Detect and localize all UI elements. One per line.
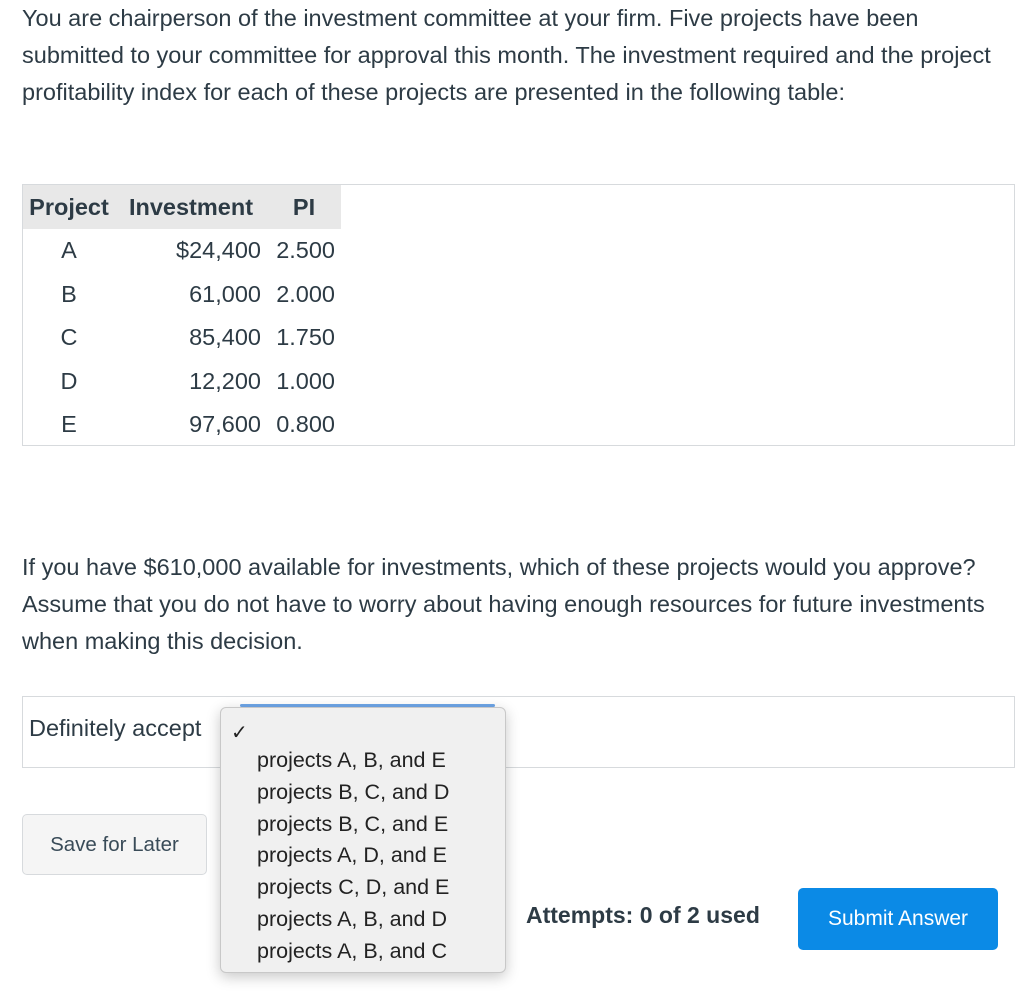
dropdown-option[interactable]: projects B, C, and E	[257, 811, 449, 836]
projects-table	[23, 185, 341, 447]
dropdown-option[interactable]: projects A, B, and E	[257, 748, 446, 772]
table-row	[23, 403, 341, 447]
cell-investment: $24,400	[176, 237, 261, 264]
table-header-row	[23, 185, 341, 229]
cell-project: E	[61, 411, 77, 438]
dropdown-option[interactable]: projects A, D, and E	[257, 843, 448, 868]
cell-pi: 1.750	[276, 324, 335, 351]
dropdown-option[interactable]: projects A, B, and C	[257, 938, 448, 963]
cell-project: B	[61, 280, 77, 307]
cell-pi: 0.800	[276, 411, 335, 438]
table-container	[22, 184, 1015, 446]
cell-pi: 1.000	[276, 367, 335, 394]
attempts-counter: Attempts: 0 of 2 used	[526, 902, 760, 928]
cell-investment: 12,200	[189, 367, 261, 394]
cell-investment: 97,600	[189, 411, 261, 438]
check-icon: ✓	[231, 722, 248, 744]
question-text: If you have $610,000 available for investments, which of these projects would you approve? Assume that you do not have to worry about having enough resources for future investments when making this decision.	[22, 554, 985, 654]
table-row	[23, 273, 341, 317]
cell-project: A	[61, 237, 77, 264]
table-row	[23, 360, 341, 404]
cell-project: D	[60, 367, 78, 394]
submit-answer-button[interactable]: Submit Answer	[798, 888, 998, 950]
intro-text: You are chairperson of the investment committee at your firm. Five projects have been submitted to your committee for approval this month. The investment required and the project profitability index for each of these projects are presented in the following table:	[22, 5, 991, 105]
header-pi: PI	[267, 185, 341, 229]
table-row	[23, 229, 341, 273]
cell-investment: 85,400	[189, 324, 261, 351]
dropdown-option[interactable]: projects A, B, and D	[257, 906, 448, 931]
cell-project: C	[60, 324, 78, 351]
answer-prefix: Definitely accept	[29, 715, 202, 741]
cell-pi: 2.000	[276, 280, 335, 307]
answer-dropdown-menu[interactable]	[220, 707, 506, 973]
table-row	[23, 316, 341, 360]
header-investment: Investment	[115, 185, 267, 229]
dropdown-option[interactable]: projects B, C, and D	[257, 779, 450, 804]
dropdown-option[interactable]: projects C, D, and E	[257, 875, 450, 900]
cell-investment: 61,000	[189, 280, 261, 307]
header-project: Project	[23, 185, 115, 229]
dropdown-options	[257, 745, 449, 968]
save-for-later-button[interactable]: Save for Later	[22, 814, 207, 875]
answer-box	[22, 696, 1015, 768]
cell-pi: 2.500	[276, 237, 335, 264]
